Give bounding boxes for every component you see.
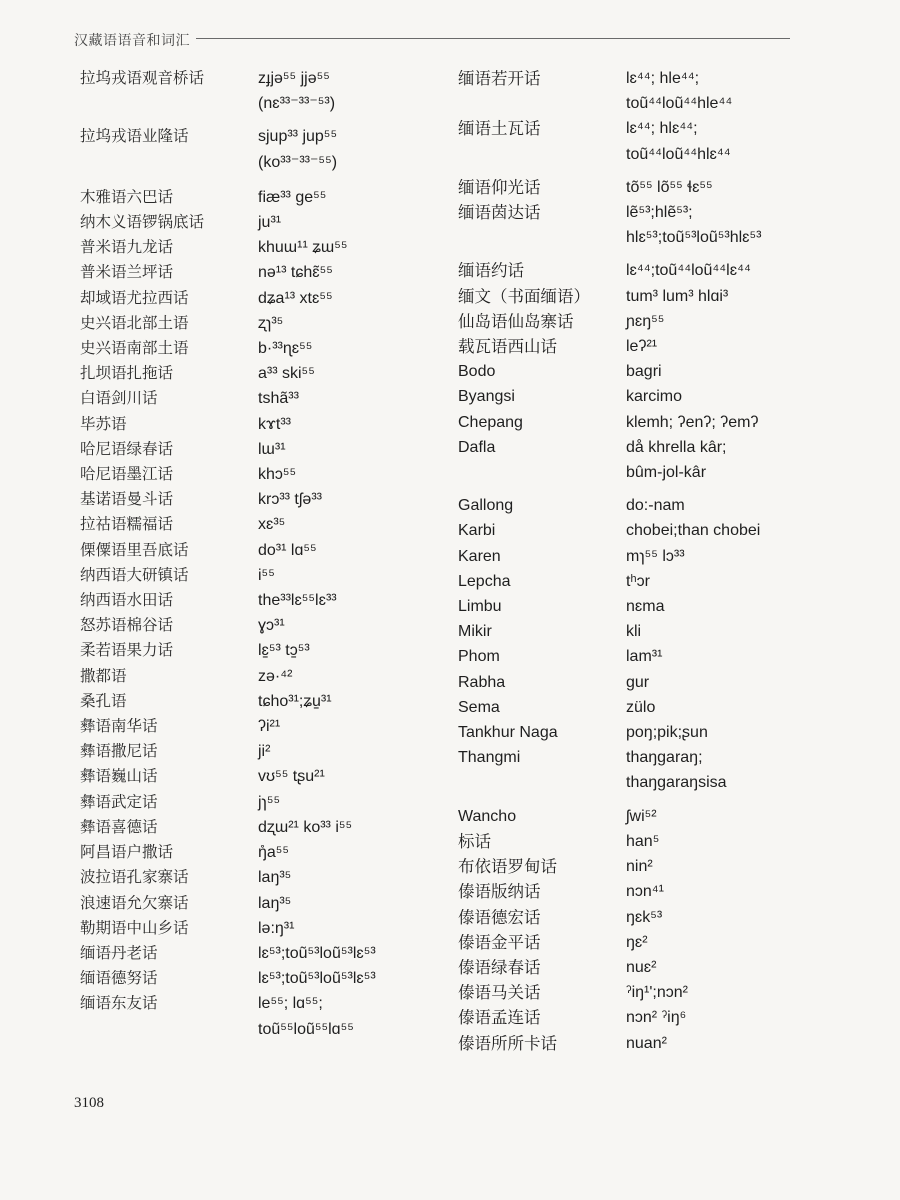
language-name: Karbi <box>458 522 496 540</box>
word-form-line: xɛ³⁵ <box>258 516 286 534</box>
word-form-line: nuɛ² <box>626 958 657 976</box>
language-name: 桑孔语 <box>80 691 127 710</box>
language-name: 缅语东友话 <box>80 994 158 1013</box>
word-form <box>626 569 650 594</box>
word-form <box>258 891 291 916</box>
entry-row <box>458 410 761 435</box>
word-form-line: tɕho³¹;ʑu̠³¹ <box>258 692 332 710</box>
word-form-line: laŋ³⁵ <box>258 869 292 887</box>
word-form-line: do:-nam <box>626 497 685 515</box>
entry-row <box>80 235 376 260</box>
entry-row <box>458 594 761 619</box>
word-form-line: (nɛ³³⁻³³⁻⁵³) <box>258 95 336 113</box>
language-name: Byangsi <box>458 388 515 406</box>
word-form-line: krɔ³³ tʃə³³ <box>258 491 322 509</box>
word-form-line: do³¹ lɑ⁵⁵ <box>258 541 317 559</box>
word-form-line: ˀiŋ¹';nɔn² <box>626 984 688 1002</box>
word-form-line: toũ⁴⁴loũ⁴⁴hlɛ⁴⁴ <box>626 145 731 163</box>
language-name: 傣语金平话 <box>458 932 541 952</box>
word-form-line: b·³³ɳɛ⁵⁵ <box>258 340 313 358</box>
entry-row <box>458 644 761 669</box>
entry-row <box>80 286 376 311</box>
language-name: 撒都语 <box>80 666 127 685</box>
word-form-line: zə·⁴² <box>258 667 293 685</box>
word-form-line: lam³¹ <box>626 648 663 666</box>
entry-row <box>80 412 376 437</box>
language-name: 缅语土瓦话 <box>458 119 541 139</box>
word-form-line: dʑa¹³ xtɛ⁵⁵ <box>258 289 333 307</box>
language-name: 拉坞戎语业隆话 <box>80 127 189 146</box>
word-form-line: hlɛ⁵³;toũ⁵³loũ⁵³hlɛ⁵³ <box>626 229 762 247</box>
word-form <box>626 745 727 795</box>
language-name: 柔若语果力话 <box>80 641 174 660</box>
entry-row <box>80 865 376 890</box>
entry-row <box>80 941 376 966</box>
entry-row <box>458 200 761 250</box>
word-form <box>626 905 662 930</box>
language-name: 基诺语曼斗话 <box>80 490 174 509</box>
entry-row <box>458 66 761 116</box>
language-name: Chepang <box>458 413 523 431</box>
entry-row <box>80 815 376 840</box>
word-form-line: kli <box>626 623 642 641</box>
entry-row <box>458 435 761 485</box>
language-name: 怒苏语棉谷话 <box>80 616 174 635</box>
language-name: 却域语尤拉西话 <box>80 288 189 307</box>
word-form <box>258 638 310 663</box>
word-form-line: lɛ⁴⁴; hle⁴⁴; <box>626 70 700 87</box>
entry-row <box>458 334 761 359</box>
language-name: Phom <box>458 648 500 666</box>
word-form <box>626 804 657 829</box>
word-form <box>626 284 728 309</box>
entry-row <box>458 829 761 854</box>
word-form <box>626 200 761 250</box>
word-form-line: ji² <box>258 743 271 761</box>
language-name: Mikir <box>458 623 492 641</box>
entry-row <box>80 689 376 714</box>
entry-row <box>458 284 761 309</box>
entry-row <box>80 739 376 764</box>
word-form-line: jɿ⁵⁵ <box>258 793 281 811</box>
word-form <box>258 689 332 714</box>
word-form-line: nə¹³ tɕhɛ̃⁵⁵ <box>258 264 333 282</box>
word-form <box>258 210 281 235</box>
word-form-line: zɟjə⁵⁵ jjə⁵⁵ <box>258 70 330 87</box>
language-name: 普米语九龙话 <box>80 238 174 257</box>
word-form <box>258 790 280 815</box>
language-name: 纳西语大研镇话 <box>80 565 189 584</box>
language-name: 彝语武定话 <box>80 792 158 811</box>
word-form <box>626 980 688 1005</box>
language-name: 彝语喜德话 <box>80 817 158 836</box>
entry-row <box>80 916 376 941</box>
entry-row <box>458 695 761 720</box>
word-form-line: khɔ⁵⁵ <box>258 466 297 484</box>
word-form <box>626 695 655 720</box>
entry-row <box>458 804 761 829</box>
word-form-line: ju³¹ <box>258 214 282 232</box>
entry-row <box>458 1005 761 1030</box>
word-form-line: ʃwi⁵² <box>626 807 657 825</box>
language-name: 标话 <box>458 831 491 851</box>
word-form <box>258 235 347 260</box>
header-rule <box>196 38 790 39</box>
language-name: 浪速语允欠寨话 <box>80 893 189 912</box>
word-form <box>626 334 657 359</box>
language-name: 傣语版纳话 <box>458 882 541 902</box>
entry-row <box>458 258 761 283</box>
word-form <box>258 588 337 613</box>
left-column <box>80 66 376 1042</box>
word-form-line: nɔn⁴¹ <box>626 883 664 901</box>
word-form-line: khuɯ¹¹ ʑɯ⁵⁵ <box>258 239 348 257</box>
entry-row <box>458 493 761 518</box>
word-form <box>626 493 685 518</box>
word-form-line: le⁵⁵; lɑ⁵⁵; <box>258 995 323 1013</box>
word-form <box>626 854 653 879</box>
entry-row <box>80 437 376 462</box>
word-form <box>258 386 299 411</box>
language-name: 缅语若开话 <box>458 69 541 88</box>
language-name: 布依语罗甸话 <box>458 857 557 877</box>
entry-row <box>80 538 376 563</box>
language-name: 傣语所所卡话 <box>458 1033 557 1053</box>
word-form <box>258 916 294 941</box>
entry-row <box>80 210 376 235</box>
word-form <box>626 309 664 334</box>
word-form-line: leʔ²¹ <box>626 338 658 356</box>
word-form <box>258 437 286 462</box>
word-form-line: vʊ⁵⁵ tʂu²¹ <box>258 768 325 786</box>
word-form <box>258 563 275 588</box>
language-name: 白语剑川话 <box>80 389 158 408</box>
entry-row <box>80 487 376 512</box>
entry-row <box>458 670 761 695</box>
word-form-line: lɛ⁴⁴; hlɛ⁴⁴; <box>626 120 698 138</box>
entry-row <box>80 386 376 411</box>
language-name: 彝语巍山话 <box>80 767 158 786</box>
word-form <box>626 66 732 116</box>
word-form <box>258 815 352 840</box>
language-name: Bodo <box>458 363 496 381</box>
entry-row <box>80 311 376 336</box>
language-name: 傈僳语里吾底话 <box>80 540 189 559</box>
language-name: 缅语仰光话 <box>458 177 541 197</box>
word-form-line: nuan² <box>626 1034 667 1052</box>
word-form-line: tʰɔr <box>626 572 650 590</box>
language-name: 波拉语孔家寨话 <box>80 868 189 887</box>
word-form-line: lɛ̠⁵³ tɔ̠⁵³ <box>258 642 310 660</box>
word-form <box>258 991 354 1041</box>
entry-row <box>458 854 761 879</box>
language-name: 彝语南华话 <box>80 717 158 736</box>
word-form <box>626 1031 667 1056</box>
word-form <box>258 714 280 739</box>
word-form <box>626 359 662 384</box>
word-form-line: tõ⁵⁵ lõ⁵⁵ ɬɛ⁵⁵ <box>626 178 713 196</box>
entry-row <box>458 879 761 904</box>
language-name: 缅语茵达话 <box>458 203 541 223</box>
language-name: 哈尼语绿春话 <box>80 439 174 458</box>
entry-row <box>458 116 761 166</box>
language-name: 傣语孟连话 <box>458 1008 541 1028</box>
language-name: Lepcha <box>458 572 511 590</box>
language-name: Thangmi <box>458 749 521 767</box>
word-form-line: kɤt³³ <box>258 415 291 433</box>
word-form-line: ɣɔ³¹ <box>258 617 285 635</box>
entry-row <box>80 991 376 1041</box>
entry-row <box>80 891 376 916</box>
language-name: Karen <box>458 547 501 565</box>
entry-row <box>458 359 761 384</box>
entry-row <box>80 124 376 174</box>
entry-row <box>80 66 376 116</box>
entry-row <box>80 714 376 739</box>
language-name: Wancho <box>458 807 517 825</box>
word-form <box>258 66 335 116</box>
language-name: 毕苏语 <box>80 414 127 433</box>
word-form <box>626 116 731 166</box>
word-form <box>626 544 685 569</box>
page-number: 3108 <box>74 1095 104 1111</box>
right-column <box>458 66 761 1056</box>
language-name: 傣语绿春话 <box>458 957 541 977</box>
entry-row <box>458 745 761 795</box>
word-form-line: ʐɿ³⁵ <box>258 314 284 332</box>
word-form-line: lẽ⁵³;hlẽ⁵³; <box>626 204 693 222</box>
word-form <box>258 739 270 764</box>
language-name: 缅语德努话 <box>80 969 158 988</box>
word-form-line: bagri <box>626 363 662 381</box>
language-name: 仙岛语仙岛寨话 <box>458 311 574 331</box>
entry-row <box>458 175 761 200</box>
entry-row <box>80 185 376 210</box>
word-form-line: sjup³³ jup⁵⁵ <box>258 128 338 146</box>
word-form-line: toũ⁵⁵loũ⁵⁵lɑ⁵⁵ <box>258 1020 354 1038</box>
language-name: 载瓦语西山话 <box>458 337 557 357</box>
word-form <box>258 124 337 174</box>
word-form-line: poŋ;pik;ʂun <box>626 724 708 742</box>
word-form <box>258 361 315 386</box>
language-name: 缅语约话 <box>458 261 524 281</box>
word-form <box>626 518 760 543</box>
word-form-line: thaŋgaraŋ; <box>626 749 703 767</box>
language-name: 傣语马关话 <box>458 983 541 1003</box>
word-form <box>258 412 291 437</box>
entry-row <box>80 588 376 613</box>
word-form-line: i⁵⁵ <box>258 566 275 584</box>
word-form-line: ŋɛk⁵³ <box>626 908 663 926</box>
word-form-line: thaŋgaraŋsisa <box>626 774 727 792</box>
language-name: 缅语丹老话 <box>80 943 158 962</box>
word-form-line: (ko³³⁻³³⁻⁵⁵) <box>258 153 338 171</box>
language-name: Gallong <box>458 497 514 515</box>
language-name: Limbu <box>458 598 502 616</box>
word-form-line: klemh; ʔenʔ; ʔemʔ <box>626 413 759 431</box>
word-form <box>258 865 291 890</box>
entry-row <box>80 790 376 815</box>
word-form-line: mɿ⁵⁵ lɔ³³ <box>626 547 685 565</box>
entry-row <box>80 966 376 991</box>
running-title: 汉藏语语音和词汇 <box>74 33 190 49</box>
language-name: 勒期语中山乡话 <box>80 918 189 937</box>
word-form-line: tshã³³ <box>258 390 299 408</box>
entry-row <box>80 336 376 361</box>
word-form <box>258 840 289 865</box>
word-form <box>626 829 659 854</box>
word-form-line: ŋ̊a⁵⁵ <box>258 844 290 862</box>
language-name: 普米语兰坪话 <box>80 263 174 282</box>
word-form <box>258 512 285 537</box>
word-form <box>258 613 285 638</box>
word-form-line: nin² <box>626 858 653 876</box>
language-name: Tankhur Naga <box>458 724 558 742</box>
language-name: 史兴语南部土语 <box>80 339 189 358</box>
word-form <box>626 955 656 980</box>
word-form <box>258 664 292 689</box>
language-name: 傣语德宏话 <box>458 907 541 927</box>
entry-row <box>80 613 376 638</box>
word-form-line: nɛma <box>626 598 665 616</box>
word-form-line: fiæ³³ ɡe⁵⁵ <box>258 188 327 206</box>
word-form-line: karcimo <box>626 388 683 406</box>
entry-row <box>80 563 376 588</box>
entry-row <box>458 905 761 930</box>
entry-row <box>458 518 761 543</box>
entry-row <box>80 361 376 386</box>
language-name: 木雅语六巴话 <box>80 187 174 206</box>
word-form <box>626 1005 686 1030</box>
word-form-line: lɛ⁴⁴;toũ⁴⁴loũ⁴⁴lɛ⁴⁴ <box>626 262 751 280</box>
word-form-line: tum³ lum³ hlɑi³ <box>626 287 729 305</box>
entry-row <box>458 1031 761 1056</box>
word-form-line: toũ⁴⁴loũ⁴⁴hle⁴⁴ <box>626 95 733 113</box>
word-form-line: ɲɛŋ⁵⁵ <box>626 312 665 330</box>
entry-row <box>458 544 761 569</box>
entry-row <box>458 980 761 1005</box>
word-form <box>258 487 322 512</box>
word-form-line: the³³lɛ⁵⁵lɛ³³ <box>258 592 337 610</box>
word-form-line: dʐɯ²¹ ko³³ i⁵⁵ <box>258 818 353 836</box>
word-form <box>258 185 326 210</box>
entry-row <box>458 569 761 594</box>
word-form-line: bûm-jol-kâr <box>626 464 707 482</box>
entry-row <box>80 512 376 537</box>
word-form <box>258 462 296 487</box>
word-form-line: a³³ ski⁵⁵ <box>258 365 315 383</box>
language-name: 缅文（书面缅语） <box>458 286 590 306</box>
word-form <box>626 258 751 283</box>
word-form-line: zülo <box>626 698 656 716</box>
word-form <box>258 538 317 563</box>
word-form-line: lɛ⁵³;toũ⁵³loũ⁵³lɛ⁵³ <box>258 970 376 988</box>
word-form-line: ʔi²¹ <box>258 718 281 736</box>
language-name: 阿昌语户撒话 <box>80 843 174 862</box>
word-form-line: lɯ³¹ <box>258 440 286 458</box>
word-form <box>626 930 648 955</box>
entry-row <box>458 619 761 644</box>
word-form <box>626 384 682 409</box>
entry-row <box>80 260 376 285</box>
word-form <box>626 644 662 669</box>
word-form <box>626 670 649 695</box>
word-form-line: chobei;than chobei <box>626 522 761 540</box>
language-name: Rabha <box>458 673 506 691</box>
word-form <box>258 286 333 311</box>
entry-row <box>458 309 761 334</box>
language-name: 纳木义语锣锅底话 <box>80 213 205 232</box>
entry-row <box>80 462 376 487</box>
entry-row <box>80 638 376 663</box>
word-form-line: han⁵ <box>626 832 660 850</box>
word-form-line: lə:ŋ³¹ <box>258 919 295 937</box>
language-name: 扎坝语扎拖话 <box>80 364 174 383</box>
word-form <box>626 410 758 435</box>
word-form <box>258 941 376 966</box>
word-form-line: gur <box>626 673 650 691</box>
word-form <box>258 311 283 336</box>
language-name: 彝语撒尼话 <box>80 742 158 761</box>
language-name: 哈尼语墨江话 <box>80 465 174 484</box>
word-form-line: lɛ⁵³;toũ⁵³loũ⁵³lɛ⁵³ <box>258 944 376 962</box>
entry-row <box>80 840 376 865</box>
word-form <box>626 175 713 200</box>
word-form <box>626 435 727 485</box>
word-form <box>626 619 641 644</box>
word-form-line: laŋ³⁵ <box>258 894 292 912</box>
language-name: 拉祜语糯福话 <box>80 515 174 534</box>
language-name: Dafla <box>458 438 496 456</box>
word-form-line: nɔn² ˀiŋ⁶ <box>626 1009 687 1027</box>
entry-row <box>458 720 761 745</box>
language-name: 纳西语水田话 <box>80 591 174 610</box>
word-form <box>626 720 708 745</box>
language-name: 拉坞戎语观音桥话 <box>80 69 205 87</box>
word-form <box>258 336 312 361</box>
word-form <box>626 594 664 619</box>
word-form <box>258 764 325 789</box>
entry-row <box>458 955 761 980</box>
language-name: Sema <box>458 698 500 716</box>
word-form <box>258 966 376 991</box>
entry-row <box>80 764 376 789</box>
language-name: 史兴语北部土语 <box>80 313 189 332</box>
word-form-line: då khrella kâr; <box>626 438 727 456</box>
word-form-line: ŋɛ² <box>626 933 648 951</box>
word-form <box>258 260 333 285</box>
entry-row <box>458 930 761 955</box>
entry-row <box>80 664 376 689</box>
word-form <box>626 879 664 904</box>
entry-row <box>458 384 761 409</box>
